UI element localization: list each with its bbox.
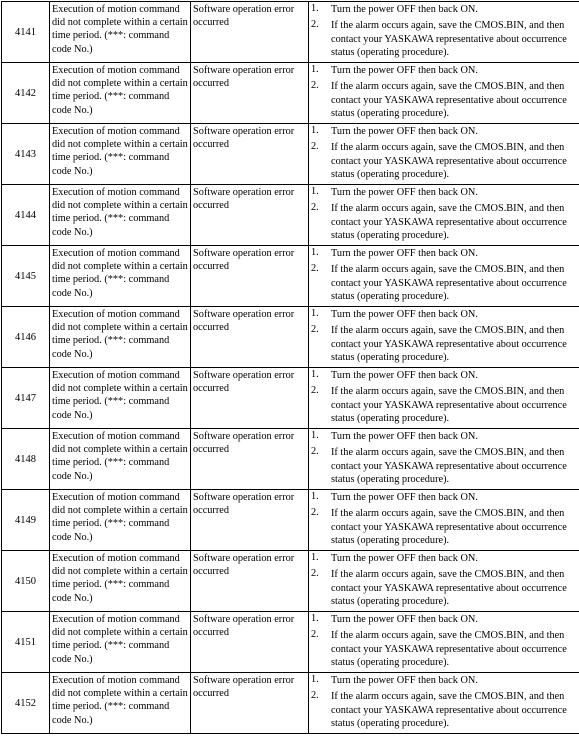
alarm-meaning-cell — [50, 246, 191, 307]
remedy-item — [311, 629, 579, 670]
alarm-cause: Software operation error occurred — [193, 65, 295, 90]
alarm-cause-cell — [191, 368, 309, 429]
alarm-meaning: Execution of motion command did not complete within a certain time period. (***: command code No.) — [52, 187, 188, 238]
remedy-text: Turn the power OFF then back ON. — [331, 431, 478, 442]
table-row — [2, 63, 579, 124]
remedy-number: 1. — [311, 247, 319, 258]
remedy-number: 2. — [311, 202, 319, 213]
alarm-cause: Software operation error occurred — [193, 553, 295, 578]
alarm-code: 4146 — [15, 331, 36, 343]
alarm-code-cell — [2, 429, 50, 490]
table-row — [2, 124, 579, 185]
alarm-remedy-cell — [309, 429, 579, 490]
remedy-text: If the alarm occurs again, save the CMOS.BIN, and then contact your YASKAWA representative about occurrence status (operating procedure). — [331, 447, 567, 486]
alarm-cause: Software operation error occurred — [193, 370, 295, 395]
remedy-list — [309, 429, 579, 487]
remedy-number: 1. — [311, 552, 319, 563]
alarm-code: 4141 — [15, 26, 36, 38]
remedy-number: 2. — [311, 324, 319, 335]
remedy-list — [309, 551, 579, 609]
alarm-cause: Software operation error occurred — [193, 675, 295, 700]
alarm-cause: Software operation error occurred — [193, 4, 295, 29]
remedy-text: If the alarm occurs again, save the CMOS.BIN, and then contact your YASKAWA representative about occurrence status (operating procedure). — [331, 325, 567, 364]
remedy-item — [311, 491, 579, 507]
alarm-code-cell — [2, 368, 50, 429]
alarm-code: 4145 — [15, 270, 36, 282]
remedy-number: 2. — [311, 80, 319, 91]
alarm-meaning-cell — [50, 429, 191, 490]
alarm-meaning: Execution of motion command did not complete within a certain time period. (***: command code No.) — [52, 370, 188, 421]
alarm-code: 4148 — [15, 453, 36, 465]
alarm-cause-cell — [191, 429, 309, 490]
remedy-text: If the alarm occurs again, save the CMOS.BIN, and then contact your YASKAWA representative about occurrence status (operating procedure). — [331, 630, 567, 669]
remedy-item — [311, 19, 579, 60]
alarm-remedy-cell — [309, 124, 579, 185]
remedy-number: 1. — [311, 3, 319, 14]
alarm-remedy-cell — [309, 551, 579, 612]
alarm-cause-cell — [191, 673, 309, 734]
remedy-text: If the alarm occurs again, save the CMOS.BIN, and then contact your YASKAWA representative about occurrence status (operating procedure). — [331, 508, 567, 547]
remedy-number: 1. — [311, 308, 319, 319]
alarm-cause: Software operation error occurred — [193, 126, 295, 151]
remedy-text: Turn the power OFF then back ON. — [331, 126, 478, 137]
remedy-item — [311, 186, 579, 202]
remedy-item — [311, 80, 579, 121]
alarm-code: 4149 — [15, 514, 36, 526]
table-row — [2, 246, 579, 307]
remedy-number: 2. — [311, 507, 319, 518]
alarm-meaning: Execution of motion command did not complete within a certain time period. (***: command code No.) — [52, 431, 188, 482]
remedy-item — [311, 324, 579, 365]
remedy-number: 2. — [311, 263, 319, 274]
remedy-item — [311, 690, 579, 731]
alarm-cause: Software operation error occurred — [193, 614, 295, 639]
remedy-text: If the alarm occurs again, save the CMOS.BIN, and then contact your YASKAWA representative about occurrence status (operating procedure). — [331, 569, 567, 608]
table-row — [2, 490, 579, 551]
remedy-text: If the alarm occurs again, save the CMOS.BIN, and then contact your YASKAWA representative about occurrence status (operating procedure). — [331, 691, 567, 730]
alarm-code-cell — [2, 612, 50, 673]
alarm-meaning: Execution of motion command did not complete within a certain time period. (***: command code No.) — [52, 248, 188, 299]
alarm-code: 4143 — [15, 148, 36, 160]
table-row — [2, 551, 579, 612]
alarm-meaning: Execution of motion command did not complete within a certain time period. (***: command code No.) — [52, 614, 188, 665]
alarm-meaning: Execution of motion command did not complete within a certain time period. (***: command code No.) — [52, 4, 188, 55]
remedy-item — [311, 674, 579, 690]
alarm-code-cell — [2, 2, 50, 63]
remedy-text: Turn the power OFF then back ON. — [331, 187, 478, 198]
remedy-text: Turn the power OFF then back ON. — [331, 614, 478, 625]
alarm-cause-cell — [191, 551, 309, 612]
remedy-text: If the alarm occurs again, save the CMOS.BIN, and then contact your YASKAWA representative about occurrence status (operating procedure). — [331, 264, 567, 303]
remedy-text: If the alarm occurs again, save the CMOS.BIN, and then contact your YASKAWA representative about occurrence status (operating procedure). — [331, 142, 567, 181]
alarm-meaning: Execution of motion command did not complete within a certain time period. (***: command code No.) — [52, 553, 188, 604]
alarm-cause: Software operation error occurred — [193, 309, 295, 334]
alarm-remedy-cell — [309, 307, 579, 368]
alarm-remedy-cell — [309, 185, 579, 246]
alarm-meaning: Execution of motion command did not complete within a certain time period. (***: command code No.) — [52, 126, 188, 177]
remedy-item — [311, 507, 579, 548]
alarm-remedy-cell — [309, 673, 579, 734]
table-row — [2, 673, 579, 734]
alarm-cause: Software operation error occurred — [193, 492, 295, 517]
table-row — [2, 429, 579, 490]
remedy-number: 1. — [311, 64, 319, 75]
alarm-remedy-cell — [309, 246, 579, 307]
table-row — [2, 2, 579, 63]
remedy-text: Turn the power OFF then back ON. — [331, 309, 478, 320]
remedy-item — [311, 247, 579, 263]
alarm-code-cell — [2, 673, 50, 734]
alarm-meaning-cell — [50, 185, 191, 246]
remedy-number: 2. — [311, 629, 319, 640]
alarm-code: 4144 — [15, 209, 36, 221]
alarm-remedy-cell — [309, 63, 579, 124]
alarm-meaning: Execution of motion command did not complete within a certain time period. (***: command code No.) — [52, 309, 188, 360]
remedy-text: If the alarm occurs again, save the CMOS.BIN, and then contact your YASKAWA representative about occurrence status (operating procedure). — [331, 203, 567, 242]
alarm-code: 4152 — [15, 697, 36, 709]
remedy-text: If the alarm occurs again, save the CMOS.BIN, and then contact your YASKAWA representative about occurrence status (operating procedure). — [331, 386, 567, 425]
remedy-item — [311, 613, 579, 629]
alarm-cause: Software operation error occurred — [193, 431, 295, 456]
alarm-cause-cell — [191, 63, 309, 124]
table-row — [2, 307, 579, 368]
alarm-meaning-cell — [50, 2, 191, 63]
alarm-cause-cell — [191, 307, 309, 368]
remedy-number: 1. — [311, 125, 319, 136]
alarm-meaning-cell — [50, 63, 191, 124]
remedy-number: 1. — [311, 491, 319, 502]
alarm-cause-cell — [191, 185, 309, 246]
remedy-list — [309, 368, 579, 426]
alarm-meaning-cell — [50, 551, 191, 612]
remedy-list — [309, 307, 579, 365]
remedy-item — [311, 125, 579, 141]
remedy-text: Turn the power OFF then back ON. — [331, 492, 478, 503]
alarm-code: 4151 — [15, 636, 36, 648]
alarm-code: 4142 — [15, 87, 36, 99]
remedy-number: 1. — [311, 430, 319, 441]
alarm-cause: Software operation error occurred — [193, 187, 295, 212]
remedy-number: 2. — [311, 690, 319, 701]
alarm-code-cell — [2, 246, 50, 307]
remedy-number: 2. — [311, 446, 319, 457]
alarm-remedy-cell — [309, 612, 579, 673]
alarm-meaning-cell — [50, 307, 191, 368]
remedy-list — [309, 63, 579, 121]
remedy-number: 1. — [311, 369, 319, 380]
remedy-item — [311, 369, 579, 385]
remedy-number: 2. — [311, 568, 319, 579]
remedy-item — [311, 385, 579, 426]
alarm-code-cell — [2, 551, 50, 612]
alarm-code-cell — [2, 63, 50, 124]
remedy-number: 2. — [311, 141, 319, 152]
alarm-remedy-cell — [309, 2, 579, 63]
table-row — [2, 368, 579, 429]
alarm-cause: Software operation error occurred — [193, 248, 295, 273]
remedy-list — [309, 612, 579, 670]
alarm-code: 4150 — [15, 575, 36, 587]
alarm-cause-cell — [191, 490, 309, 551]
remedy-number: 1. — [311, 613, 319, 624]
alarm-meaning: Execution of motion command did not complete within a certain time period. (***: command code No.) — [52, 675, 188, 726]
remedy-text: If the alarm occurs again, save the CMOS.BIN, and then contact your YASKAWA representative about occurrence status (operating procedure). — [331, 20, 567, 59]
remedy-number: 1. — [311, 186, 319, 197]
remedy-item — [311, 552, 579, 568]
remedy-list — [309, 490, 579, 548]
alarm-cause-cell — [191, 2, 309, 63]
alarm-code-cell — [2, 490, 50, 551]
remedy-number: 1. — [311, 674, 319, 685]
remedy-item — [311, 141, 579, 182]
remedy-item — [311, 430, 579, 446]
remedy-text: If the alarm occurs again, save the CMOS.BIN, and then contact your YASKAWA representative about occurrence status (operating procedure). — [331, 81, 567, 120]
remedy-list — [309, 185, 579, 243]
alarm-code-cell — [2, 307, 50, 368]
remedy-item — [311, 3, 579, 19]
remedy-text: Turn the power OFF then back ON. — [331, 65, 478, 76]
remedy-item — [311, 64, 579, 80]
remedy-item — [311, 568, 579, 609]
alarm-remedy-cell — [309, 490, 579, 551]
alarm-table-body — [2, 2, 579, 734]
alarm-meaning-cell — [50, 612, 191, 673]
alarm-meaning: Execution of motion command did not complete within a certain time period. (***: command code No.) — [52, 492, 188, 543]
alarm-cause-cell — [191, 246, 309, 307]
remedy-list — [309, 2, 579, 60]
remedy-list — [309, 124, 579, 182]
alarm-cause-cell — [191, 124, 309, 185]
alarm-cause-cell — [191, 612, 309, 673]
remedy-list — [309, 673, 579, 731]
remedy-text: Turn the power OFF then back ON. — [331, 248, 478, 259]
remedy-text: Turn the power OFF then back ON. — [331, 4, 478, 15]
alarm-code-cell — [2, 185, 50, 246]
remedy-text: Turn the power OFF then back ON. — [331, 553, 478, 564]
alarm-meaning-cell — [50, 673, 191, 734]
remedy-number: 2. — [311, 385, 319, 396]
alarm-table — [1, 1, 579, 734]
alarm-meaning-cell — [50, 368, 191, 429]
remedy-text: Turn the power OFF then back ON. — [331, 675, 478, 686]
alarm-meaning-cell — [50, 124, 191, 185]
remedy-item — [311, 308, 579, 324]
remedy-number: 2. — [311, 19, 319, 30]
table-row — [2, 612, 579, 673]
alarm-meaning-cell — [50, 490, 191, 551]
table-row — [2, 185, 579, 246]
alarm-meaning: Execution of motion command did not complete within a certain time period. (***: command code No.) — [52, 65, 188, 116]
remedy-text: Turn the power OFF then back ON. — [331, 370, 478, 381]
remedy-item — [311, 446, 579, 487]
alarm-code: 4147 — [15, 392, 36, 404]
remedy-item — [311, 263, 579, 304]
alarm-remedy-cell — [309, 368, 579, 429]
remedy-item — [311, 202, 579, 243]
remedy-list — [309, 246, 579, 304]
alarm-code-cell — [2, 124, 50, 185]
